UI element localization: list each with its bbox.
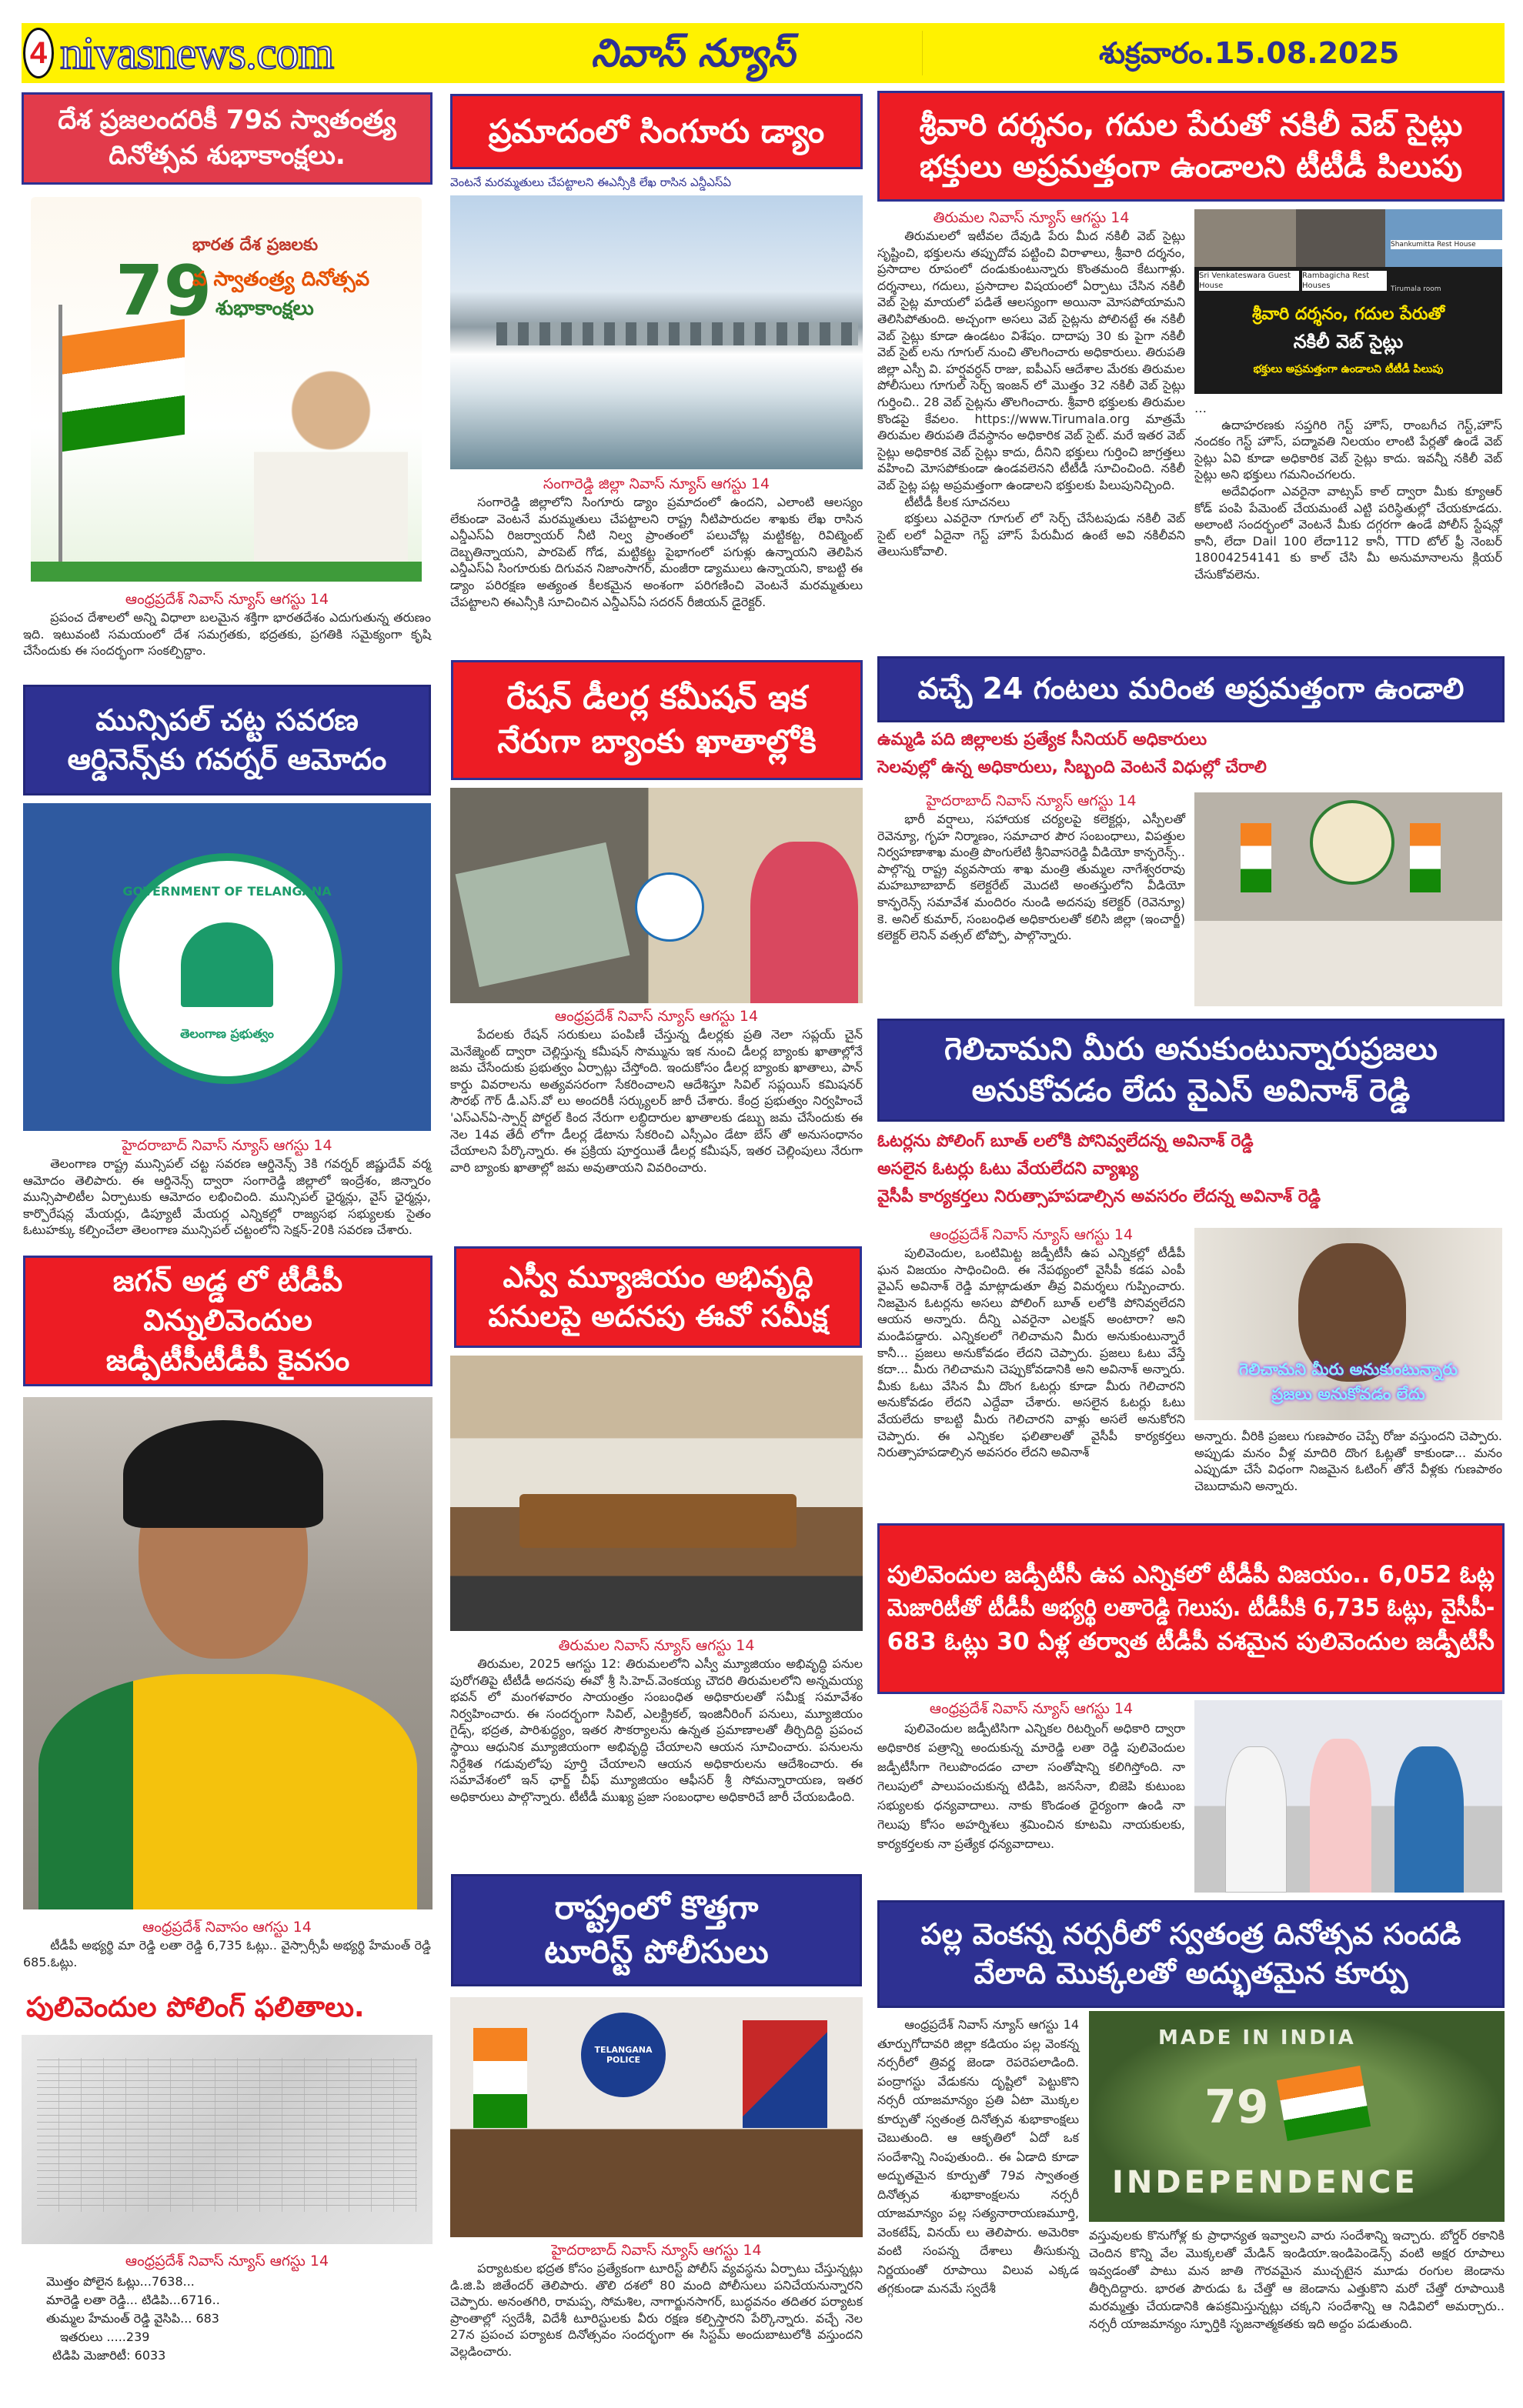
page-number-badge [23, 28, 54, 78]
overlay-line: శ్రీవారి దర్శనం, గదుల పేరుతో [1252, 305, 1445, 324]
article-body [450, 1656, 863, 1805]
india-flag [473, 2028, 527, 2128]
article-body [877, 1245, 1185, 1461]
headline-singur-dam [450, 94, 863, 169]
masthead-bar [22, 23, 1505, 83]
subheadline: వైసీపీ కార్యకర్తలు నిరుత్సాహపడాల్సిన అవసరం లేదన్న అవినాశ్ రెడ్డి [877, 1187, 1321, 1206]
headline-line: మెజారిటీతో టీడీపీ అభ్యర్థి లతారెడ్డి గెలుపు. టీడీపీకి 6,735 ఓట్లు, వైసీపీ- [887, 1594, 1495, 1623]
paragraph: సంగారెడ్డి జిల్లాలోని సింగూరు డ్యాం ప్రమాదంలో ఉందని, ఎలాంటి ఆలస్యం లేకుండా వెంటనే మరమ్మతులు చేపట్టాలని రాష్ట్ర నీటిపారుదల శాఖకు లేఖ రాసిన ఎన్డీఎస్ఏ రిజర్వాయర్ నీటి నిల్వ ప్రాంతంలో పలుచోట్ల మట్టికట్ట, రివిట్మెంట్ దెబ్బతిన్నాయని, పారపెట్ గోడ, మట్టికట్ట పైభాగంలో పగుళ్లు ఉన్నాయని తెలిపిన ఎన్డీఎస్ఏ సింగూరుకు దిగువన నిజాంసాగర్, మంజీరా డ్యాములు ఉన్నాయని, కాబట్టి ఈ డ్యాం పరిరక్షణ అత్యంత కీలకమైన అంశంగా పరిగణించి వెంటనే మరమ్మతులు చేపట్టాలని ఈఎన్సీకి సూచించిన ఎన్డీఎస్ఏ సదరన్ రీజియన్ డైరెక్టర్. [450, 495, 863, 609]
headline-line: జగన్ అడ్డ లో టీడీపీ విన్నులివెందుల [112, 1264, 343, 1338]
headline-avinash-reddy [877, 1019, 1505, 1122]
article-body [450, 1026, 863, 1176]
nursery-plant-art-image [1089, 2011, 1505, 2222]
headline-sv-museum [454, 1246, 862, 1348]
article-body [1194, 400, 1502, 583]
headline-line: మున్సిపల్ చట్ట సవరణ [95, 702, 359, 737]
paragraph: పులివెందుల, ఒంటిమిట్ట జడ్పీటీసీ ఉప ఎన్నికల్లో టీడీపీ ఘన విజయం సాధించింది. ఈ నేపథ్యంలో వైసీపీ కడప ఎంపీ వైఎస్ అవినాశ్ రెడ్డి మాట్లాడుతూ తీవ్ర విమర్శలు గుప్పించారు. నిజమైన ఓటర్లను అసలు పోలింగ్ బూత్ లలోకి పోనివ్వలేదని ఆయన అన్నారు. దీన్ని ఎవరైనా ఎలక్షన్ అంటారా? అని మండిపడ్డారు. ఎన్నికలలో గెలిచామని మీరు అనుకుంటున్నారే కానీ... ప్రజలు అనుకోవడం లేదని చెప్పారు. ప్రజలు ఓటు వేస్తే కదా... మీరు గెలిచామని చెప్పుకోవడానికి అని అవినాశ్ అన్నారు. మీకు ఓటు వేసిన మీ దొంగ ఓటర్లు కూడా మీరు గెలిచారని అనుకోవడం లేదని ఎద్దేవా చేశారు. అసలైన ఓటర్లు ఓటు వేయలేదు కాబట్టి మీరు గెలిచారని వాళ్లు అసలే అనుకోరని చెప్పారు. ఈ ఎన్నికల ఫలితాలతో వైసీపీ కార్యకర్తలు నిరుత్సాహపడాల్సిన అవసరం లేదని అవినాశ్ [877, 1246, 1185, 1460]
dateline: ఆంధ్రప్రదేశ్ నివాస్ న్యూస్ ఆగస్టు 14 [125, 591, 329, 608]
headline-independence-greeting [22, 92, 433, 185]
person-figure [1310, 1739, 1371, 1893]
paragraph: భక్తులు ఎవరైనా గూగుల్ లో సెర్చ్ చేసేటపుడు నకిలీ వెబ్ సైట్ లలో ఏదైనా గెస్ట్ హౌస్ పేరుమీద ఉంటే అవి నకిలీవని తెలుసుకోవాలి. [877, 511, 1185, 559]
fake-website-screenshot-image [1194, 209, 1502, 394]
independence-greeting-image [31, 197, 422, 582]
headline-line: భక్తులు అప్రమత్తంగా ఉండాలని టీటీడీ పిలుపు [920, 149, 1462, 185]
headline-line: వేలాది మొక్కలతో అద్భుతమైన కూర్పు [974, 1956, 1408, 1990]
headline-line: రేషన్ డీలర్ల కమీషన్ ఇక [506, 679, 807, 717]
headline-line: రాష్ట్రంలో కొత్తగా [554, 1889, 759, 1927]
dateline: ఆంధ్రప్రదేశ్ నివాస్ న్యూస్ ఆగస్టు 14 [929, 1226, 1134, 1243]
ap-logo [635, 872, 704, 942]
police-logo-text: TELANGANA POLICE [594, 2045, 653, 2065]
result-line: టిడిపి మెజారిటీ: 6033 [52, 2348, 166, 2363]
plant-letters: INDEPENDENCE [1112, 2165, 1418, 2200]
certificate-handover-image [1194, 1700, 1502, 1893]
tourist-police-meeting-image [450, 1997, 863, 2237]
ration-shop-image [450, 788, 863, 1003]
greeting-line-1: భారత దేశ ప్రజలకు [192, 235, 319, 255]
singur-dam-image [450, 195, 863, 469]
subheadline: వెంటనే మరమ్మతులు చేపట్టాలని ఈఎన్సీకి లేఖ రాసిన ఎన్డీఎస్ఏ [450, 175, 732, 189]
government-seal [1310, 800, 1394, 885]
headline-line: టూరిస్ట్ పోలీసులు [544, 1933, 769, 1970]
headline-text: ప్రమాదంలో సింగూరు డ్యాం [488, 112, 825, 150]
india-flag [1410, 823, 1441, 892]
dateline: హైదరాబాద్ నివాస్ న్యూస్ ఆగస్టు 14 [551, 2242, 762, 2259]
image-label: Sri Venkateswara Guest House [1199, 271, 1299, 291]
dateline: తిరుమల నివాస్ న్యూస్ ఆగస్టు 14 [933, 209, 1130, 226]
issue-date: శుక్రవారం.15.08.2025 [1099, 36, 1400, 70]
dateline: ఆంధ్రప్రదేశ్ నివాస్ న్యూస్ ఆగస్టు 14 [554, 1008, 759, 1025]
paragraph: పులివెందుల జడ్పీటిసిగా ఎన్నికల రిటర్నింగ్ అధికారి ద్వారా అధికారిక పత్రాన్ని అందుకున్న మారెడ్డి లతా రెడ్డి పులివెందుల జడ్పీటీసీగా గెలుపొందడం చాలా సంతోషాన్ని కలిగిస్తోంది. నా గెలుపులో పాలుపంచుకున్న టిడిపి, జనసేనా, బిజెపి కుటుంబ సభ్యులకు ధన్యవాదాలు. నాకు కొండంత ధైర్యంగా ఉండి నా గెలుపు కోసం అహర్నిశలు శ్రమించిన కూటమి నాయకులకు, కార్యకర్తలకు నా ప్రత్యేక ధన్యవాదాలు. [877, 1721, 1185, 1851]
telangana-emblem-image [23, 803, 431, 1131]
meeting-table [519, 1494, 797, 1548]
person-figure [1225, 1746, 1287, 1893]
article-body [1089, 2226, 1505, 2333]
image-label: Rambagicha Rest Houses [1302, 271, 1387, 291]
masthead-divider [922, 31, 923, 75]
article-body [1194, 1428, 1502, 1494]
subheadline: సెలవుల్లో ఉన్న అధికారులు, సిబ్బంది వెంటనే విధుల్లో చేరాలి [877, 758, 1267, 777]
article-body [877, 1719, 1185, 1853]
article-body [877, 228, 1185, 559]
dateline: హైదరాబాద్ నివాస్ న్యూస్ ఆగస్టు 14 [926, 792, 1137, 809]
result-table-lines [37, 2058, 417, 2212]
greeting-line-3: శుభాకాంక్షలు [215, 297, 314, 320]
plant-letters: MADE IN INDIA [1158, 2026, 1356, 2049]
paragraph: తిరుమలలో ఇటీవల దేవుడి పేరు మీద నకిలీ వెబ్ సైట్లు సృష్టించి, భక్తులను తప్పుదోవ పట్టించి విరాళాలు, శ్రీవారి దర్శనం, ప్రసాదాల రూపంలో దండుకుంటున్నారు కొంతమంది కేటుగాళ్లు. దర్శనాలు, గదులు, ప్రసాదాల విషయంలో ఏర్పాటు చేసిన నకిలీ వెబ్ సైట్ల మాయలో పడితే ఆలస్యంగా అయినా మోసపోయామని తెలిసిపోతుంది. అచ్చంగా అసలు వెబ్ సైట్లను పోలినట్టే ఈ నకిలీ వెబ్ సైట్లు కూడా ఉండటం విశేషం. దాదాపు 30 కు పైగా నకిలీ వెబ్ సైట్ లను గూగుల్ నుంచి తొలగించారు అధికారులు. తిరుపతి జిల్లా ఎస్పీ వి. హర్షవర్ధన్ రాజు, ఐపీఎస్ ఆదేశాల మేరకు తిరుమల పోలీసులు గూగుల్ సెర్చ్ ఇంజన్ లో మొత్తం 32 నకిలీ వెబ్ సైట్లు గుర్తించి.. 28 వెబ్ సైట్లను తొలగించారు. శ్రీవారి భక్తులకు తిరుమల కొండపై కేవలం. https://www.Tirumala.org మాత్రమే తిరుమల తిరుపతి దేవస్థానం అధికారిక వెబ్ సైట్. మరే ఇతర వెబ్ సైట్లు అధికారిక వెబ్ సైట్లు కాదు, దీనిని భక్తులు గుర్తించి జాగ్రత్తలు వహించి మోసపోకుండా ఉండవలెనని టీటీడీ సూచించింది. నకిలీ వెబ్ సైట్ల పట్ల అప్రమత్తంగా ఉండాలని భక్తులకు పిలుపునిచ్చింది. [877, 228, 1185, 492]
woman-figure [750, 842, 858, 1003]
headline-line: గెలిచామని మీరు అనుకుంటున్నారుప్రజలు [944, 1032, 1438, 1067]
guest-house-photos [1194, 209, 1502, 267]
headline-tourist-police [451, 1874, 862, 1986]
headline-line: పులివెందుల జడ్పీటీసీ ఉప ఎన్నికలో టీడీపీ విజయం.. 6,052 ఓట్ల [887, 1560, 1495, 1589]
dateline: హైదరాబాద్ నివాస్ న్యూస్ ఆగస్టు 14 [122, 1137, 332, 1154]
headline-line: అనుకోవడం లేదు వైఎస్ అవినాశ్ రెడ్డి [971, 1073, 1411, 1109]
overlay-line: ప్రజలు అనుకోవడం లేదు [1271, 1385, 1425, 1403]
saree [38, 1674, 417, 1909]
paragraph: అదేవిధంగా ఎవరైనా వాట్సప్ కాల్ ద్వారా మీకు క్యూఆర్ కోడ్ పంపి పేమెంట్ చేయమంటే ఎట్టి పరిస్థితుల్లో చేయకూడదు. అలాంటి సందర్భంలో వెంటనే మీకు దగ్గరగా ఉండే పోలీస్ స్టేషన్లో కానీ, లేదా Dail 100 లేదా112 కానీ, TTD టోల్ ఫ్రీ నెంబర్ 18004254141 కు కాల్ చేసి మీ అనుమానాలను క్లియర్ చేసుకోవలెను. [1194, 483, 1502, 582]
india-flag [1241, 823, 1271, 892]
subheadline: ఓటర్లను పోలింగ్ బూత్ లలోకి పోనివ్వలేదన్న అవినాశ్ రెడ్డి [877, 1132, 1254, 1151]
emblem-text: GOVERNMENT OF TELANGANA [122, 884, 332, 899]
result-line: మొత్తం పోలైన ఓట్లు...7638... [46, 2274, 195, 2289]
headline-line: జడ్పీటీసీటీడీపీ కైవసం [105, 1342, 350, 1377]
headline-text: వచ్చే 24 గంటలు మరింత అప్రమత్తంగా ఉండాలి [917, 672, 1465, 706]
overlay-line: గెలిచామని మీరు అనుకుంటున్నారు [1238, 1360, 1458, 1379]
plant-flag [1277, 2066, 1371, 2141]
article-body [877, 811, 1185, 944]
greeting-line-2: వ స్వాతంత్ర్య దినోత్సవ [192, 268, 370, 291]
result-line: ఇతరులు .....239 [60, 2330, 150, 2344]
headline-ration-dealers [451, 660, 863, 780]
headline-line: 683 ఓట్లు 30 ఏళ్ల తర్వాత టీడీపీ వశమైన పులివెందుల జడ్పీటీసీ [887, 1627, 1495, 1656]
headline-line: నేరుగా బ్యాంకు ఖాతాల్లోకి [497, 722, 817, 760]
polling-results-list [46, 2273, 416, 2365]
paragraph: … [1194, 401, 1207, 415]
paragraph: అన్నారు. వీరికి ప్రజలు గుణపాఠం చెప్పే రోజు వస్తుందని చెప్పారు. అప్పుడు మనం వీళ్ల మాదిరి దొంగ ఓట్లతో కాకుండా... మనం ఎప్పుడూ చేసే విధంగా నిజమైన ఓటింగ్ తోనే వీళ్లకు గుణపాఠం చెబుదామని అన్నారు. [1194, 1429, 1502, 1493]
paragraph: వస్తువులకు కొనుగోళ్ల కు ప్రాధాన్యత ఇవ్వాలని వారు సందేశాన్ని ఇచ్చారు. బోర్డర్ రకానికి చెందిన కొన్ని వేల మొక్కలతో మేడిన్ ఇండియా.ఇండిపెండెన్స్ వంటి అక్షర రూపాలు ఇవ్వడంతో పాటు మన జాతి గౌరవమైన ముచ్చటైన మూడు రంగుల జెండాను తీర్చిదిద్దారు. భారత పౌరుడు ఓ చేత్తో ఆ జెండాను ఎత్తుకొని మరో చేత్తో రూపాయికి మరమ్మత్తు చేయడానికి ఉపక్రమిస్తున్నట్లు చక్కని సందేశాన్ని ఆ నిడివిలో అమర్చారు.. నర్సరీ యాజమాన్యం స్ఫూర్తికి సృజనాత్మకతకు ఇది అద్దం పడుతుంది. [1089, 2228, 1505, 2331]
paragraph: ఆంధ్రప్రదేశ్ నివాస్ న్యూస్ ఆగస్టు 14 తూర్పుగోదావరి జిల్లా కడియం పల్ల వెంకన్న నర్సరీలో త్రివర్ణ జెండా రెపరెపలాడింది. పంద్రాగస్టు వేడుకను దృష్టిలో పెట్టుకొని నర్సరీ యాజమాన్యం ప్రతి ఏటా మొక్కల కూర్పుతో స్వతంత్ర దినోత్సవ శుభాకాంక్షలు చెబుతుంది. ఆ ఆకృతిలో ఏదో ఒక సందేశాన్ని నింపుతుంది.. ఈ ఏడాది కూడా అద్భుతమైన కూర్పుతో 79వ స్వాతంత్ర దినోత్సవ శుభాకాంక్షలను నర్సరీ యాజమాన్యం పల్ల సత్యనారాయణమూర్తి, వెంకటేష్, వినయ్ లు తెలిపారు. అమెరికా వంటి సంపన్న దేశాలు తీసుకున్న నిర్ణయంతో రూపాయి విలువ ఎక్కడ తగ్గకుండా మనమే స్వదేశీ [877, 2017, 1079, 2296]
headline-line: పనులపై అదనపు ఈవో సమీక్ష [488, 1299, 828, 1333]
headline-nursery-celebration [877, 1900, 1505, 2008]
avinash-reddy-image [1194, 1228, 1502, 1420]
result-line: తుమ్మల హేమంత్ రెడ్డి వైసిపి... 683 [46, 2311, 219, 2326]
overlay-line: నకిలీ వెబ్ సైట్లు [1293, 331, 1404, 352]
overlay-line: భక్తులు అప్రమత్తంగా ఉండాలని టీటీడీ పిలుపు [1253, 363, 1444, 375]
headline-line: పల్ల వెంకన్న నర్సరీలో స్వతంత్ర దినోత్సవ సందడి [920, 1916, 1461, 1951]
website-name[interactable]: nivasnews.com [60, 28, 334, 78]
paragraph: పర్యాటకుల భద్రత కోసం ప్రత్యేకంగా టూరిస్ట్ పోలీస్ వ్యవస్థను ఏర్పాటు చేస్తున్నట్లు డి.జి.పి జితేందర్ తెలిపారు. తొలి దశలో 80 మంది పోలీసులు పనిచేయనున్నారని చెప్పారు. అనంతగిరి, రామప్ప, సోమశిల, నాగార్జునసాగర్, బుద్ధవనం తదితర పర్యాటక ప్రాంతాల్లో స్వదేశీ, విదేశీ టూరిస్టులకు వీరు రక్షణ కల్పిస్తారని పేర్కొన్నారు. వచ్చే నెల 27న ప్రపంచ పర్యాటక దినోత్సవం సందర్భంగా ఈ సిస్టమ్ అందుబాటులోకి వస్తుందని వెల్లడించారు. [450, 2261, 863, 2359]
subheading: టీటీడీ కీలక సూచనలు [904, 494, 1010, 509]
article-body [23, 1156, 431, 1239]
headline-pulivendula-zptc-result [877, 1523, 1505, 1694]
article-body [450, 2260, 863, 2360]
headline-line: ఆర్డినెన్స్‌కు గవర్నర్ ఆమోదం [67, 742, 387, 776]
paragraph: ప్రపంచ దేశాలలో అన్ని విధాలా బలమైన శక్తిగా భారతదేశం ఎదుగుతున్న తరుణం ఇది. ఇటువంటి సమయంలో దేశ సమగ్రతకు, భద్రతకు, ప్రగతికి సమైక్యంగా కృషి చేసేందుకు ఈ సందర్భంగా సంకల్పిద్దాం. [23, 610, 431, 659]
article-body [23, 1937, 431, 1970]
paragraph: తెలంగాణ రాష్ట్ర మున్సిపల్ చట్ట సవరణ ఆర్డినెన్స్ 3కి గవర్నర్ జిష్ణుదేవ్ వర్మ ఆమోదం తెలిపారు. ఈ ఆర్డినెన్స్ ద్వారా సంగారెడ్డి జిల్లాలో ఇంద్రేశం, జిన్నారం మున్సిపాలిటీల ఏర్పాటుకు ఆమోదం లభించింది. మున్సిపల్ ఛైర్మన్లు, వైస్ ఛైర్మన్లు, కార్పొరేషన్ల మేయర్లు, డిప్యూటీ మేయర్ల ఎన్నికల్లో రాజ్యసభ సభ్యులకు సైతం ఓటుహక్కు కల్పించేలా తెలంగాణ మున్సిపల్ చట్టంలోని సెక్షన్-20కి సవరణ చేశారు. [23, 1156, 431, 1238]
greeting-79: 79 [115, 251, 212, 332]
subheadline: అసలైన ఓటర్లు ఓటు వేయలేదని వ్యాఖ్య [877, 1159, 1139, 1179]
masthead-title: నివాస్ న్యూస్ [591, 31, 795, 75]
dateline: ఆంధ్రప్రదేశ్ నివాసం ఆగస్టు 14 [142, 1919, 312, 1936]
person-figure [1394, 1746, 1464, 1893]
article-body [877, 2016, 1079, 2299]
currency-notes [456, 842, 630, 987]
video-conference-image [1194, 792, 1502, 1006]
headline-line: శ్రీవారి దర్శనం, గదుల పేరుతో నకిలీ వెబ్ సైట్లు [919, 108, 1463, 143]
polling-result-sheet-image [22, 2035, 433, 2244]
headline-polling-results: పులివెందుల పోలింగ్ ఫలితాలు. [26, 1992, 365, 2023]
museum-review-meeting-image [450, 1356, 863, 1631]
police-logo [581, 2013, 666, 2097]
headline-line: ఎస్వీ మ్యూజియం అభివృద్ధి [503, 1259, 813, 1294]
dateline: సంగారెడ్డి జిల్లా నివాస్ న్యూస్ ఆగస్టు 14 [543, 475, 770, 492]
dateline: ఆంధ్రప్రదేశ్ నివాస్ న్యూస్ ఆగస్టు 14 [929, 1700, 1134, 1717]
candidate-portrait-image [23, 1397, 433, 1909]
police-flag [743, 2020, 827, 2128]
headline-municipal-ordinance [23, 685, 431, 795]
dam-wall [496, 322, 858, 345]
paragraph: ఉదాహరణకు సప్తగిరి గెస్ట్ హౌస్, రాంబగీచ గెస్ట్,హౌస్ నందకం గెస్ట్ హౌస్, పద్మావతి నిలయం లాంటి పేర్లతో ఉండే వెబ్ సైట్లు ఏవి కూడా అధికారిక వెబ్ సైట్లు కాదు. ఇవన్నీ నకిలీ వెబ్ సైట్లు అని భక్తులు గమనించగలరు. [1194, 417, 1502, 482]
headline-ttd-fake-websites [877, 91, 1505, 202]
article-body [23, 609, 431, 659]
image-label: Tirumala room [1391, 285, 1441, 293]
page-number: 4 [29, 35, 48, 70]
emblem-building [181, 922, 273, 1007]
headline-rain-alert [877, 656, 1505, 722]
leader-portrait [254, 359, 408, 566]
paragraph: పేదలకు రేషన్ సరుకులు పంపిణీ చేస్తున్న డీలర్లకు ప్రతి నెలా సప్లయ్ చైన్ మెనేజ్మెంట్ ద్వారా చెల్లిస్తున్న కమీషన్ సొమ్మును ఇక నుంచి డీలర్ల బ్యాంకు ఖాతాల్లోనే జమ చేసేందుకు ప్రభుత్వం ఏర్పాట్లు చేస్తోంది. ఇందుకోసం డీలర్ల బ్యాంకు ఖాతాలు, పాన్ కార్డు వివరాలను అత్యవసరంగా సేకరించాలని ఆదేశిస్తూ సివిల్ సప్లయిస్ కమిషనర్ సౌరభ్ గౌర్ డీ.ఎస్.వో లు అందరికీ సర్క్యులర్ జారీ చేశారు. కేంద్ర ప్రభుత్వం నిర్వహించే 'ఎస్ఎన్ఏ-స్పార్ష్ పోర్టల్ కింద నేరుగా లబ్ధిదారుల ఖాతాలకు డబ్బు జమ చేసేందుకు ఈ నెల 14వ తేదీ లోగా డీలర్ల డేటాను సేకరించి ఎస్సీఎం డేటా బేస్ తో అనుసంధానం చేయాలని పేర్కొన్నారు. ఈ ప్రక్రియ పూర్తయితే డీలర్ల కమీషన్, ఇతర చెల్లింపులు నేరుగా వారి బ్యాంకు ఖాతాల్లో జమ అవుతాయని వివరించారు. [450, 1027, 863, 1175]
green-border [31, 562, 422, 582]
emblem-seal [112, 853, 342, 1084]
article-body [450, 494, 863, 610]
subheadline: ఉమ్మడి పది జిల్లాలకు ప్రత్యేక సీనియర్ అధికారులు [877, 730, 1207, 749]
image-label: Shankumitta Rest House [1391, 240, 1502, 249]
paragraph: భారీ వర్షాలు, సహాయక చర్యలపై కలెక్టర్లు, ఎస్పీలతో రెవెన్యూ, గృహ నిర్మాణం, సమాచార పౌర సంబంధాలు, విపత్తుల నిర్వహణాశాఖ మంత్రి పొంగులేటి శ్రీనివాసరెడ్డి వీడియో కాన్ఫరెన్స్.. పాల్గొన్న రాష్ట్ర వ్యవసాయ శాఖ మంత్రి తుమ్మల నాగేశ్వరరావు మహబూబాబాద్ కలెక్టరేట్ మొదటి అంతస్తులోని వీడియో కాన్ఫరెన్స్ సమావేశ మందిరం నుండి అదనపు కలెక్టర్ (రెవెన్యూ) కె. అనిల్ కుమార్, సంబంధిత అధికారులతో కలిసి జిల్లా (ఇంచార్జీ) కలెక్టర్ లెనిన్ వత్సల్ టోప్పో, పాల్గొన్నారు. [877, 812, 1185, 943]
flag-graphic [62, 319, 185, 452]
plant-number: 79 [1204, 2080, 1269, 2134]
headline-text: దేశ ప్రజలందరికీ 79వ స్వాతంత్ర్య దినోత్సవ శుభాకాంక్షలు. [58, 105, 396, 171]
flag-pole [58, 305, 62, 566]
result-line: మారెడ్డి లతా రెడ్డి... టిడిపి...6716.. [46, 2293, 220, 2307]
paragraph: టీడీపీ అభ్యర్థి మా రెడ్డి లతా రెడ్డి 6,735 ఓట్లు.. వైస్సార్సీపీ అభ్యర్థి హేమంత్ రెడ్డి 685.ఓట్లు. [23, 1938, 431, 1969]
hair [123, 1420, 323, 1528]
dateline: తిరుమల నివాస్ న్యూస్ ఆగస్టు 14 [558, 1637, 755, 1654]
emblem-text-telugu: తెలంగాణ ప్రభుత్వం [180, 1026, 274, 1041]
dateline: ఆంధ్రప్రదేశ్ నివాస్ న్యూస్ ఆగస్టు 14 [125, 2253, 329, 2270]
headline-jagan-zptc [23, 1256, 433, 1386]
paragraph: తిరుమల, 2025 ఆగస్టు 12: తిరుమలలోని ఎస్వీ మ్యూజియం అభివృద్ధి పనుల పురోగతిపై టీటీడీ అదనపు ఈవో శ్రీ సి.హెచ్.వెంకయ్య చౌదరి తిరుమలలోని అన్నమయ్య భవన్ లో మంగళవారం సాయంత్రం సంబంధిత అధికారులతో సమీక్ష సమావేశం నిర్వహించారు. ఈ సందర్భంగా సివిల్, ఎలక్ట్రికల్, ఇంజినీరింగ్ పనులు, మ్యూజియం గైడ్స్, భద్రత, పారిశుద్ధ్యం, ఇతర సౌకర్యాలను ఉన్నత ప్రమాణాలతో తీర్చిదిద్ది ప్రపంచ స్థాయి ఆధునిక మ్యూజియంగా అభివృద్ధి చేయాలని ఆయన సూచించారు. పనులను నిర్దేశిత గడువులోపు పూర్తి చేయాలని ఆయన అధికారులను ఆదేశించారు. ఈ సమావేశంలో ఇన్ ఛార్జ్ చీఫ్ మ్యూజియం ఆఫీసర్ శ్రీ సోమన్నారాయణ, ఇతర అధికారులు పాల్గొన్నారు. టీటీడీ ముఖ్య ప్రజా సంబంధాల అధికారిచే జారీ చేయబడింది. [450, 1656, 863, 1804]
